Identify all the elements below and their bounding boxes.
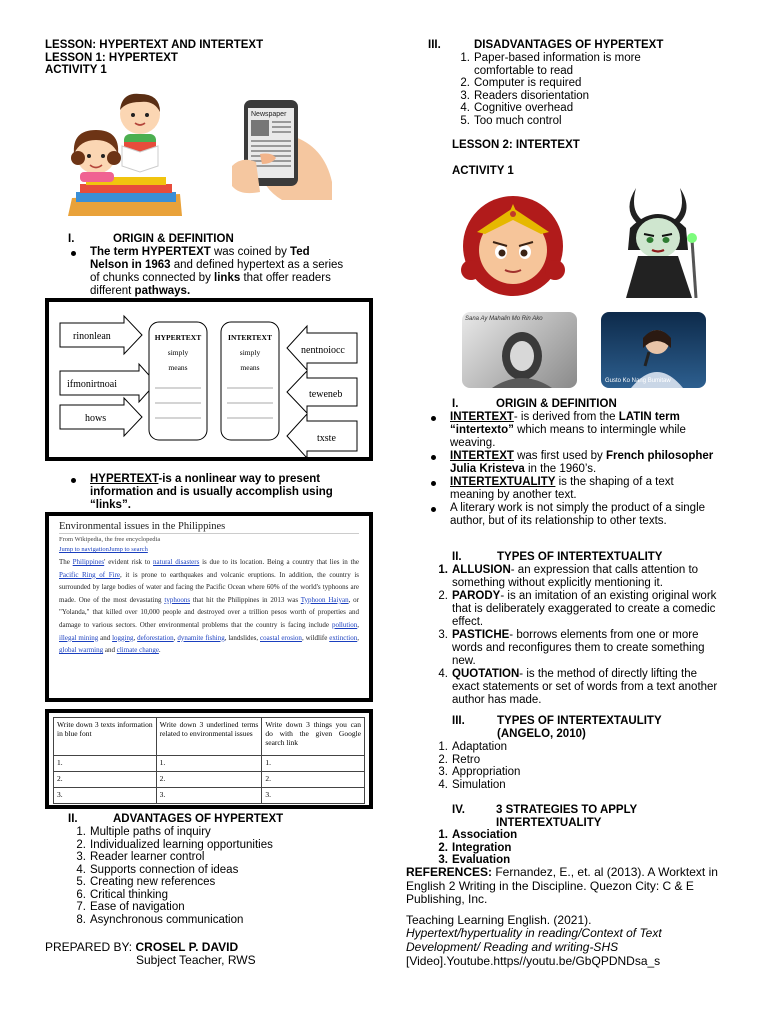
scramble-word-3: hows: [85, 413, 107, 424]
scramble-word-5: teweneb: [309, 389, 343, 400]
wiki-link-typhoons[interactable]: typhoons: [164, 595, 191, 604]
references-label: REFERENCES:: [406, 865, 493, 879]
origin-bullets: [68, 246, 348, 298]
box2-line2: simply: [239, 348, 261, 357]
villain-chibi-illustration: [608, 180, 708, 298]
type-quotation: 4. QUOTATION- is the method of directly lifting the exact statements or set of words from a text another author has made.: [438, 668, 718, 706]
disadvantage-item: 1. Paper-based information is more comfortable to read: [460, 52, 641, 77]
wiki-title: Environmental issues in the Philippines: [59, 521, 359, 534]
intertext-bullet-4: A literary work is not simply the product of a single author, but of its relationship to other texts.: [428, 502, 718, 528]
wiki-link-illegal-mining[interactable]: illegal mining: [59, 633, 99, 642]
activity-table-frame: [45, 709, 373, 809]
intertext-origin-bullets: [428, 411, 718, 528]
wiki-link-natural-disasters[interactable]: natural disasters: [153, 558, 200, 566]
types-heading: [452, 551, 663, 563]
advantage-item: 7. Ease of navigation: [76, 901, 185, 913]
strategies-list: [430, 829, 517, 867]
origin-heading: [68, 233, 234, 245]
hypertext-definition: [68, 473, 368, 512]
activity-cell[interactable]: 3.: [156, 788, 262, 804]
box2-title: INTERTEXT: [228, 333, 272, 342]
strategy-item: 2. Integration: [438, 841, 512, 854]
wiki-source: From Wikipedia, the free encyclopedia: [59, 536, 161, 543]
activity-header-2: Write down 3 underlined terms related to environmental issues: [156, 718, 262, 756]
disadvantages-num: III.: [428, 39, 441, 51]
strategy-item: 1. Association: [438, 829, 518, 841]
singer-photo-2: [601, 312, 706, 388]
hypertext-term: HYPERTEXT: [90, 473, 159, 485]
strategies-heading-sub: INTERTEXTUALITY: [496, 816, 602, 829]
reference-2-b: Hypertext/hypertuality in reading/Context of Text Development/ Reading and writing-SHS: [406, 926, 662, 954]
word-scramble-diagram: [45, 298, 373, 461]
disadvantages-list: [452, 52, 692, 127]
type-allusion: 1. ALLUSION- an expression that calls attention to something without explicitly mentioning it.: [438, 564, 699, 589]
origin-pathways: pathways.: [134, 285, 191, 297]
disadvantage-item: 2. Computer is required: [460, 77, 582, 89]
origin-term-hypertext: HYPERTEXT: [141, 246, 211, 258]
advantage-item: 5. Creating new references: [76, 876, 216, 888]
intertext-bullet-3: INTERTEXTUALITY is the shaping of a text meaning by another text.: [428, 476, 718, 502]
intertext-origin-heading: [452, 398, 617, 410]
origin-num: I.: [68, 233, 75, 245]
phone-newspaper-illustration: [232, 96, 336, 202]
prepared-by: [45, 940, 238, 954]
box1-line3: means: [168, 363, 188, 372]
kids-reading-illustration: [62, 88, 184, 218]
origin-text-c: was coined by: [210, 246, 291, 258]
intertext-bullet-2: INTERTEXT was first used by French philosopher Julia Kristeva in the 1960’s.: [428, 450, 718, 476]
wiki-link-pollution[interactable]: pollution: [331, 620, 358, 629]
types2-heading-text: TYPES OF INTERTEXTAULITY: [497, 715, 662, 727]
activity-cell[interactable]: 1.: [156, 756, 262, 772]
references: [406, 866, 726, 968]
advantages-heading-text: ADVANTAGES OF HYPERTEXT: [113, 813, 284, 825]
wiki-jump-link[interactable]: Jump to navigationJump to search: [59, 546, 148, 553]
types2-item: 2. Retro: [438, 753, 481, 766]
advantages-heading: [68, 813, 284, 825]
activity-cell[interactable]: 2.: [262, 772, 365, 788]
box2-line3: means: [240, 363, 260, 372]
origin-bullet-1: [68, 246, 348, 298]
activity-1-title-right: ACTIVITY 1: [452, 165, 514, 177]
advantage-item: 1. Multiple paths of inquiry: [76, 826, 211, 838]
photo-2-caption: Gusto Ko Nang Bumitaw: [605, 378, 671, 384]
heroine-chibi-illustration: [455, 188, 575, 298]
advantage-item: 6. Critical thinking: [76, 888, 168, 901]
lesson-title: LESSON: HYPERTEXT AND INTERTEXT: [45, 39, 264, 51]
activity-cell[interactable]: 3.: [262, 788, 365, 804]
types2-heading-sub: (ANGELO, 2010): [497, 728, 586, 740]
intertext-bullet-1: INTERTEXT- is derived from the LATIN term “intertexto” which means to intermingle while weaving.: [428, 411, 718, 450]
wiki-link-philippines[interactable]: Philippines: [72, 558, 105, 566]
disadvantage-item: 5. Too much control: [460, 114, 562, 127]
types-heading-text: TYPES OF INTERTEXTUALITY: [497, 551, 663, 563]
hypertext-definition-bullet: [68, 473, 368, 512]
wiki-link-coastal-erosion[interactable]: coastal erosion: [260, 633, 302, 642]
advantages-list: [68, 826, 273, 926]
type-parody: 2. PARODY- is an imitation of an existing original work that is deliberately exaggerated to create a comedic effect.: [438, 590, 717, 628]
wikipedia-excerpt: [45, 512, 373, 702]
reference-2-c[interactable]: [Video].Youtube.https//youtu.be/GbQPDNDsa_s: [406, 953, 661, 968]
wiki-link-deforestation[interactable]: deforestation: [137, 633, 174, 642]
prepared-label: PREPARED BY:: [45, 940, 136, 954]
wiki-paragraph: The Philippines' evident risk to natural disasters is due to its location. Being a country that lies in the Pacific Ring of Fire, it is prone to earthquakes and volcanic eruptions. In addition, the country is surrounded by large bodies of water and facing the Pacific Ocean where 60% of the world's typhoons are made. One of the most devastating typhoons that hit the Philippines in 2013 was Typhoon Haiyan, or "Yolanda," that killed over 10,000 people and destroyed over a trillion pesos worth of properties and damage to various sectors. Other environmental problems that the country is facing include pollution, illegal mining and logging, deforestation, dynamite fishing, landslides, coastal erosion, wildlife extinction, global warming and climate change.: [59, 558, 360, 655]
types-list: [430, 564, 720, 707]
origin-links: links: [214, 272, 241, 284]
prepared-title: Subject Teacher, RWS: [136, 953, 256, 967]
activity-header-1: Write down 3 texts information in blue font: [54, 718, 157, 756]
lesson-1-title: LESSON 1: HYPERTEXT: [45, 51, 178, 64]
activity-table: [53, 717, 365, 804]
reference-1-text: Fernandez, E., et. al (2013). A Worktext in English 2 Writing in the Discipline. Quezon City: C & E Publishing, Inc.: [406, 865, 718, 907]
disadvantages-heading-text: DISADVANTAGES OF HYPERTEXT: [474, 39, 664, 51]
lesson-header: [45, 39, 263, 77]
activity-1-title: ACTIVITY 1: [45, 64, 107, 76]
disadvantages-heading: [428, 39, 664, 51]
scramble-word-2: ifmonirtnoai: [67, 379, 117, 390]
singer-photo-1: [462, 312, 577, 388]
strategies-heading: [452, 804, 638, 829]
reference-2-a: Teaching Learning English. (2021).: [406, 912, 592, 927]
wiki-link-dynamite-fishing[interactable]: dynamite fishing: [177, 633, 225, 642]
advantages-num: II.: [68, 813, 78, 825]
prepared-name: CROSEL P. DAVID: [135, 940, 239, 954]
types-num: II.: [452, 551, 462, 563]
wiki-link-ring-of-fire[interactable]: Pacific Ring of Fire: [59, 570, 121, 579]
origin-ted-nelson: Ted Nelson in 1963: [90, 246, 310, 271]
box1-title: HYPERTEXT: [154, 333, 202, 342]
types2-item: 1. Adaptation: [438, 741, 507, 753]
advantage-item: 8. Asynchronous communication: [76, 913, 244, 926]
origin-heading-text: ORIGIN & DEFINITION: [113, 233, 234, 245]
wiki-link-haiyan[interactable]: Typhoon Haiyan: [300, 595, 349, 604]
wiki-link-extinction[interactable]: extinction: [329, 633, 358, 642]
activity-header-3: Write down 3 things you can do with the given Google search link: [262, 718, 365, 756]
intertext-origin-heading-text: ORIGIN & DEFINITION: [496, 398, 617, 410]
types2-num: III.: [452, 715, 465, 727]
disadvantage-item: 4. Cognitive overhead: [460, 102, 574, 114]
types2-list: [430, 741, 520, 791]
advantage-item: 4. Supports connection of ideas: [76, 863, 239, 876]
advantage-item: 2. Individualized learning opportunities: [76, 838, 273, 851]
strategy-item: 3. Evaluation: [438, 854, 511, 866]
lesson-2-title: LESSON 2: INTERTEXT: [452, 139, 580, 151]
advantage-item: 3. Reader learner control: [76, 851, 205, 863]
newspaper-label: Newspaper: [251, 111, 287, 118]
wiki-link-logging[interactable]: logging: [112, 633, 134, 642]
scramble-word-4: nentnoiocc: [301, 345, 345, 356]
reference-1: [406, 866, 726, 907]
activity-cell[interactable]: 1.: [54, 756, 157, 772]
types2-heading: [452, 715, 662, 740]
strategies-num: IV.: [452, 804, 466, 816]
activity-cell[interactable]: 1.: [262, 756, 365, 772]
activity-cell[interactable]: 2.: [156, 772, 262, 788]
activity-cell[interactable]: 3.: [54, 788, 157, 804]
intertext-origin-num: I.: [452, 398, 459, 410]
scramble-word-6: txste: [317, 433, 336, 444]
hypertext-definition-text: -is a nonlinear way to present information and is usually accomplish using “links”.: [90, 473, 333, 511]
types2-item: 4. Simulation: [438, 778, 506, 791]
origin-text-a: The term: [90, 246, 142, 258]
type-pastiche: 3. PASTICHE- borrows elements from one or more words and reconfigures them to create something new.: [438, 629, 705, 667]
scramble-word-1: rinonlean: [73, 331, 111, 342]
photo-1-caption: Sana Ay Mahalin Mo Rin Ako: [465, 316, 543, 322]
activity-cell[interactable]: 2.: [54, 772, 157, 788]
strategies-heading-text: 3 STRATEGIES TO APPLY: [496, 804, 638, 816]
wiki-link-climate-change[interactable]: climate change: [116, 646, 159, 655]
origin-text-g: that offer readers different: [90, 272, 331, 297]
wiki-link-global-warming[interactable]: global warming: [59, 646, 104, 655]
origin-text-e: and defined hypertext as a series of chunks connected by: [90, 259, 344, 284]
box1-line2: simply: [167, 348, 189, 357]
types2-item: 3. Appropriation: [438, 766, 521, 778]
disadvantage-item: 3. Readers disorientation: [460, 89, 590, 102]
